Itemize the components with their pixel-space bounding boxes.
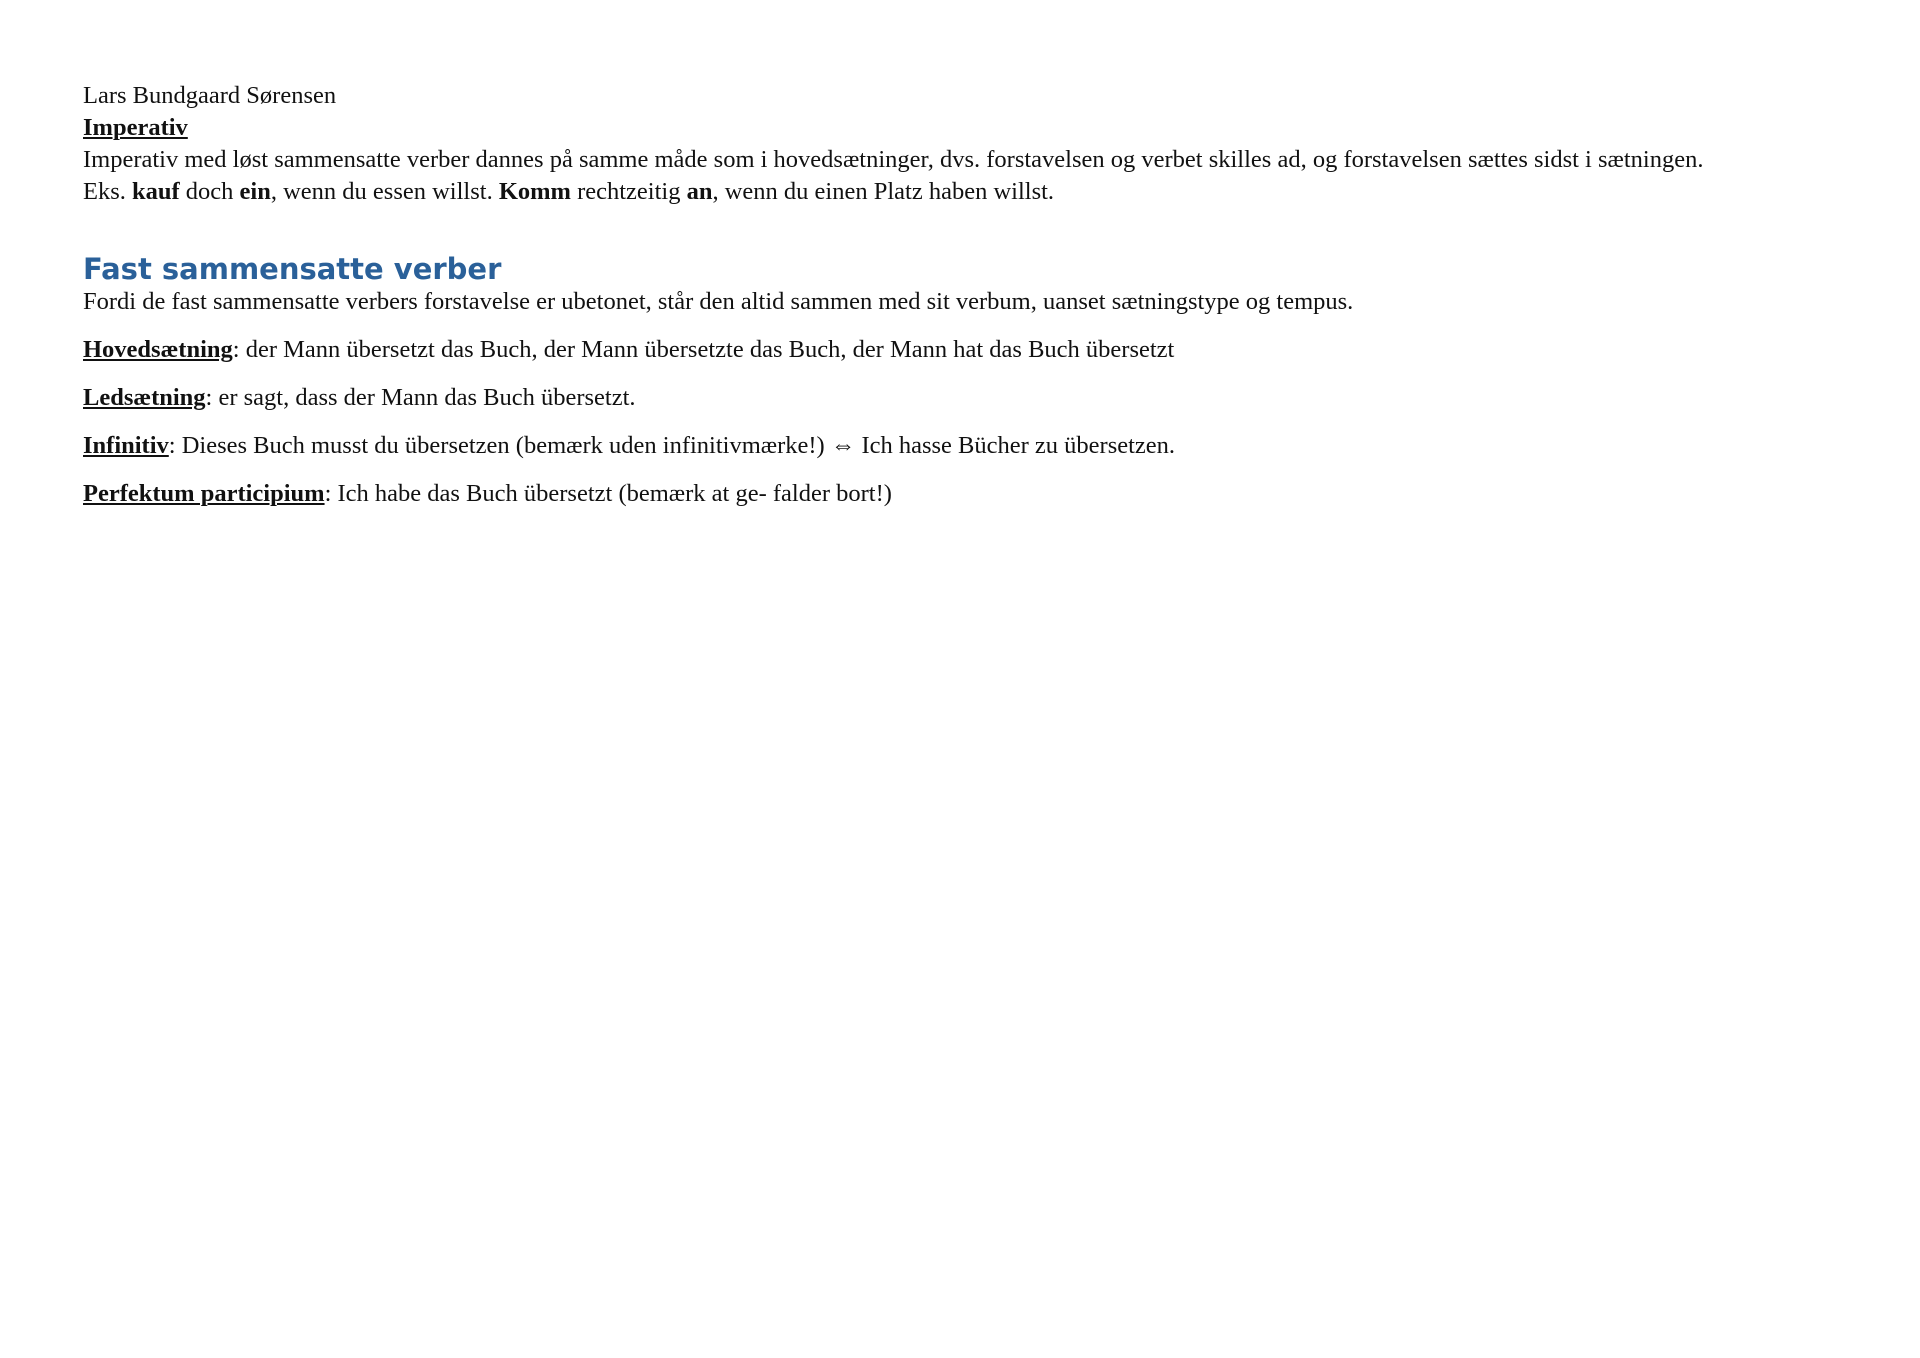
- item-infinitiv: [83, 430, 1823, 462]
- document-content: [83, 80, 1823, 510]
- item-text: : Dieses Buch musst du übersetzen (bemærk uden infinitivmærke!) ⇔ Ich hasse Bücher zu übersetzen.: [168, 432, 1176, 459]
- item-label: Ledsætning: [83, 384, 206, 411]
- imperativ-text: Imperativ med løst sammensatte verber dannes på samme måde som i hovedsætninger, dvs. forstavelsen og verbet skilles ad, og forstavelsen sættes sidst i sætningen.: [83, 146, 1704, 173]
- example-word-an: an: [686, 178, 713, 205]
- item-label: Hovedsætning: [83, 336, 233, 363]
- item-text: : er sagt, dass der Mann das Buch übersetzt.: [205, 384, 636, 411]
- fast-section: [83, 252, 1823, 510]
- item-label: Infinitiv: [83, 432, 169, 459]
- item-perfektum-participium: [83, 478, 1823, 510]
- example-text-4: , wenn du einen Platz haben willst.: [712, 178, 1055, 205]
- imperativ-example: [83, 176, 1823, 208]
- item-hovedsaetning: [83, 334, 1823, 366]
- item-ledsaetning: [83, 382, 1823, 414]
- fast-intro: Fordi de fast sammensatte verbers forstavelse er ubetonet, står den altid sammen med sit verbum, uanset sætningstype og tempus.: [83, 288, 1354, 315]
- example-word-komm: Komm: [498, 178, 571, 205]
- item-label: Perfektum participium: [83, 480, 325, 507]
- fast-heading: Fast sammensatte verber: [83, 252, 502, 286]
- example-word-ein: ein: [239, 178, 271, 205]
- imperativ-section: [83, 112, 1823, 208]
- example-prefix: Eks.: [83, 178, 132, 205]
- author-name: Lars Bundgaard Sørensen: [83, 82, 337, 109]
- example-text-2: , wenn du essen willst.: [270, 178, 499, 205]
- item-text: : der Mann übersetzt das Buch, der Mann übersetzte das Buch, der Mann hat das Buch übersetzt: [232, 336, 1175, 363]
- example-word-kauf: kauf: [132, 178, 180, 205]
- example-text-3: rechtzeitig: [570, 178, 687, 205]
- imperativ-label-line: [83, 112, 1823, 144]
- item-text: : Ich habe das Buch übersetzt (bemærk at ge- falder bort!): [324, 480, 892, 507]
- example-text-1: doch: [179, 178, 240, 205]
- imperativ-label: Imperativ: [83, 114, 188, 141]
